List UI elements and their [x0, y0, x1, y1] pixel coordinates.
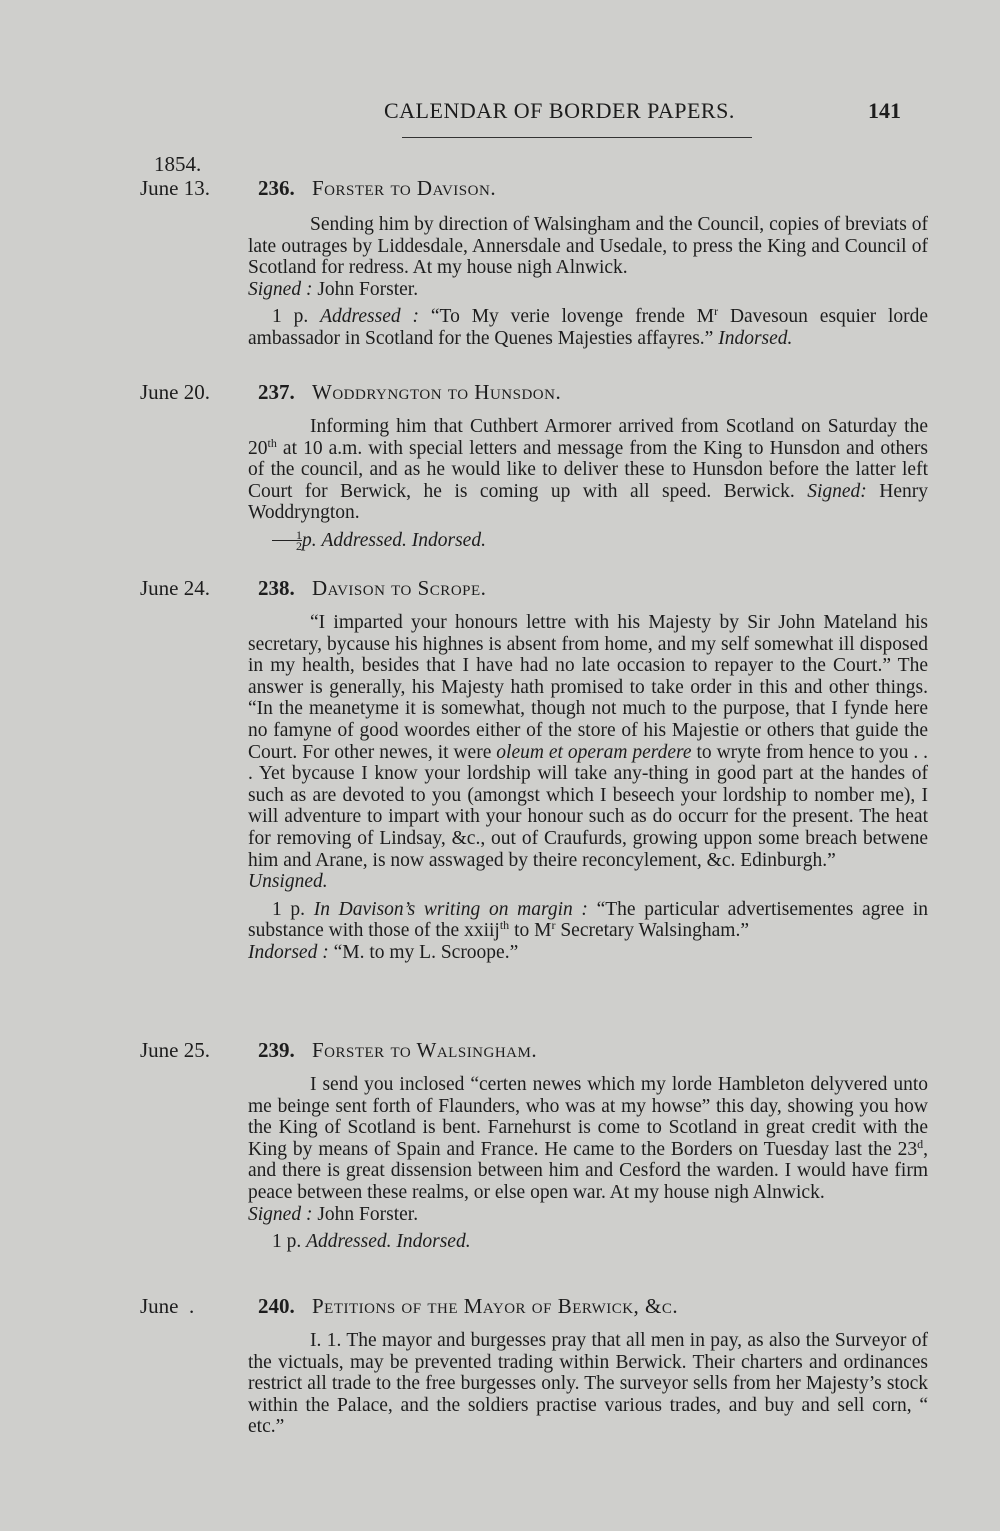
indorsed-text: “M. to my L. Scroope.” [333, 941, 519, 963]
fraction-denominator: 2 [296, 538, 302, 553]
body-text: Sending him by direction of Walsingham and the Council, copies of breviats of late outrages by Liddesdale, Annersdale and Usedale, to press the King and Council of Scotland for redress. At my house nigh Alnwick. [248, 214, 928, 279]
entry-note [248, 899, 928, 964]
signed-name: John Forster. [317, 278, 419, 300]
running-head [0, 98, 1000, 128]
body-text: at 10 a.m. with special letters and message from the King to Hunsdon and others of the council, and as he would like to deliver these to Hunsdon before the latter left Court for Berwick, he is coming up with all speed. Berwick. [248, 437, 928, 502]
note-label: Addressed : [320, 306, 419, 328]
latin-phrase: oleum et operam perdere [496, 741, 692, 763]
body-text: “I imparted your honours lettre with his Majesty by Sir John Mateland his secretary, bycause his highnes is absent from home, and my self somewhat ill disposed in my health, besides that I have had no late occasion to repayer to the Court.” The answer is generally, his Majesty hath promised to take order in this and other things. “In the meanetyme it is somewhat, though not much to the purpose, that I fynde here no famyne of good woordes either of the store of his Majestie or others that guide the Court. For other newes, it were [248, 612, 928, 763]
entry-number: 237. [258, 380, 295, 404]
note-text: Secretary Walsingham.” [555, 920, 749, 942]
entry-heading [140, 1038, 940, 1066]
running-title: CALENDAR OF BORDER PAPERS. [384, 98, 735, 123]
note-text: to M [509, 920, 552, 942]
year-heading: 1854. [154, 152, 202, 176]
entry-238 [140, 576, 940, 964]
fraction-numerator: 1 [272, 530, 302, 541]
entry-239 [140, 1038, 940, 1253]
entry-number: 240. [258, 1294, 295, 1318]
superscript: d [917, 1136, 924, 1151]
page-number: 141 [868, 98, 901, 123]
entry-240 [140, 1294, 940, 1438]
entry-note [248, 1231, 928, 1253]
note-text: “The particular advertisementes agree in substance with those of the xxiij [248, 898, 929, 942]
signed-label: Signed : [248, 278, 313, 300]
signed-label: Signed: [807, 480, 867, 502]
entry-body [248, 416, 928, 524]
entry-body [248, 214, 928, 300]
unsigned-label: Unsigned. [248, 871, 328, 893]
note-size: 1 p. [272, 1231, 302, 1253]
indorsed-label: Indorsed : [248, 941, 329, 963]
entry-title: Davison to Scrope. [312, 576, 487, 600]
entry-date: June 13. [140, 176, 210, 200]
note-text: Addressed. Indorsed. [321, 529, 486, 551]
entry-heading [140, 576, 940, 604]
entry-number: 238. [258, 576, 295, 600]
note-text: “To My verie lovenge frende M [430, 306, 715, 328]
note-size: p. [302, 529, 317, 551]
note-size: 1 p. [272, 306, 309, 328]
entry-date: June 24. [140, 576, 210, 600]
entry-body: I. 1. The mayor and burgesses pray that all men in pay, as also the Surveyor of the victuals, may be prevented trading within Berwick. Their charters and ordinances restrict all trade to the free burgesses only. The surveyor sells from her Majesty’s stock within the Palace, and the soldiers practise various trades, and buy and sell corn, “ etc.” [248, 1330, 928, 1438]
signed-name: John Forster. [317, 1203, 419, 1225]
entry-note [248, 306, 928, 349]
note-text: Davesoun esquier lorde ambassador in Scotland for the Quenes Majesties affayres.” [248, 306, 929, 349]
superscript: r [551, 918, 556, 933]
signed-label: Signed : [248, 1203, 313, 1225]
note-text: Addressed. Indorsed. [306, 1231, 471, 1253]
entry-body [248, 1074, 928, 1225]
entry-note [248, 527, 928, 553]
fraction [272, 527, 302, 553]
note-size: 1 p. [272, 898, 306, 920]
body-text: Informing him that Cuthbert Armorer arrived from Scotland on Saturday the 20 [248, 416, 928, 459]
entry-title: Forster to Davison. [312, 176, 497, 200]
entry-date: June 25. [140, 1038, 210, 1062]
note-indorsed: Indorsed. [718, 327, 793, 349]
entry-heading [140, 380, 940, 408]
entry-number: 236. [258, 176, 295, 200]
body-text: to wryte from hence to you . . . Yet bycause I know your lordship will take any-thing in good part at the handes of such as are devoted to you (amongst which I beseech your lordship to nomber me), I will adventure to impart with your honour such as do occurr for the present. The heat for removing of Lindsay, &c., out of Craufurds, growing uppon some breach betwene him and Arane, is now asswaged by theire reconcylement, &c. Edinburgh.” [248, 741, 929, 871]
superscript: th [267, 435, 277, 450]
entry-date: June . [140, 1294, 195, 1318]
signed-name: Henry Woddryngton. [248, 480, 929, 524]
header-rule [402, 137, 752, 138]
superscript: th [499, 918, 510, 933]
entry-number: 239. [258, 1038, 295, 1062]
body-text: I send you inclosed “certen newes which my lorde Hambleton delyvered unto me beinge sent forth of Flaunders, who was at my howse” this day, showing you how the King of Scotland is bent. Farnehurst is come to Scotland in great credit with the King by means of Spain and France. He came to the Borders on Tuesday last the 23 [248, 1074, 928, 1160]
note-label: In Davison’s writing on margin : [313, 898, 588, 920]
entry-title: Petitions of the Mayor of Berwick, &c. [312, 1294, 679, 1318]
entry-date: June 20. [140, 380, 210, 404]
entry-237 [140, 380, 940, 552]
entry-title: Forster to Walsingham. [312, 1038, 538, 1062]
entry-body [248, 612, 928, 893]
entry-236 [140, 176, 940, 350]
body-text: , and there is great dissension between him and Cesford the warden. I would have firm peace between these realms, or else open war. At my house nigh Alnwick. [248, 1138, 928, 1203]
entry-heading [140, 176, 940, 204]
entry-heading [140, 1294, 940, 1322]
entry-title: Woddryngton to Hunsdon. [312, 380, 562, 404]
superscript: r [714, 304, 719, 319]
